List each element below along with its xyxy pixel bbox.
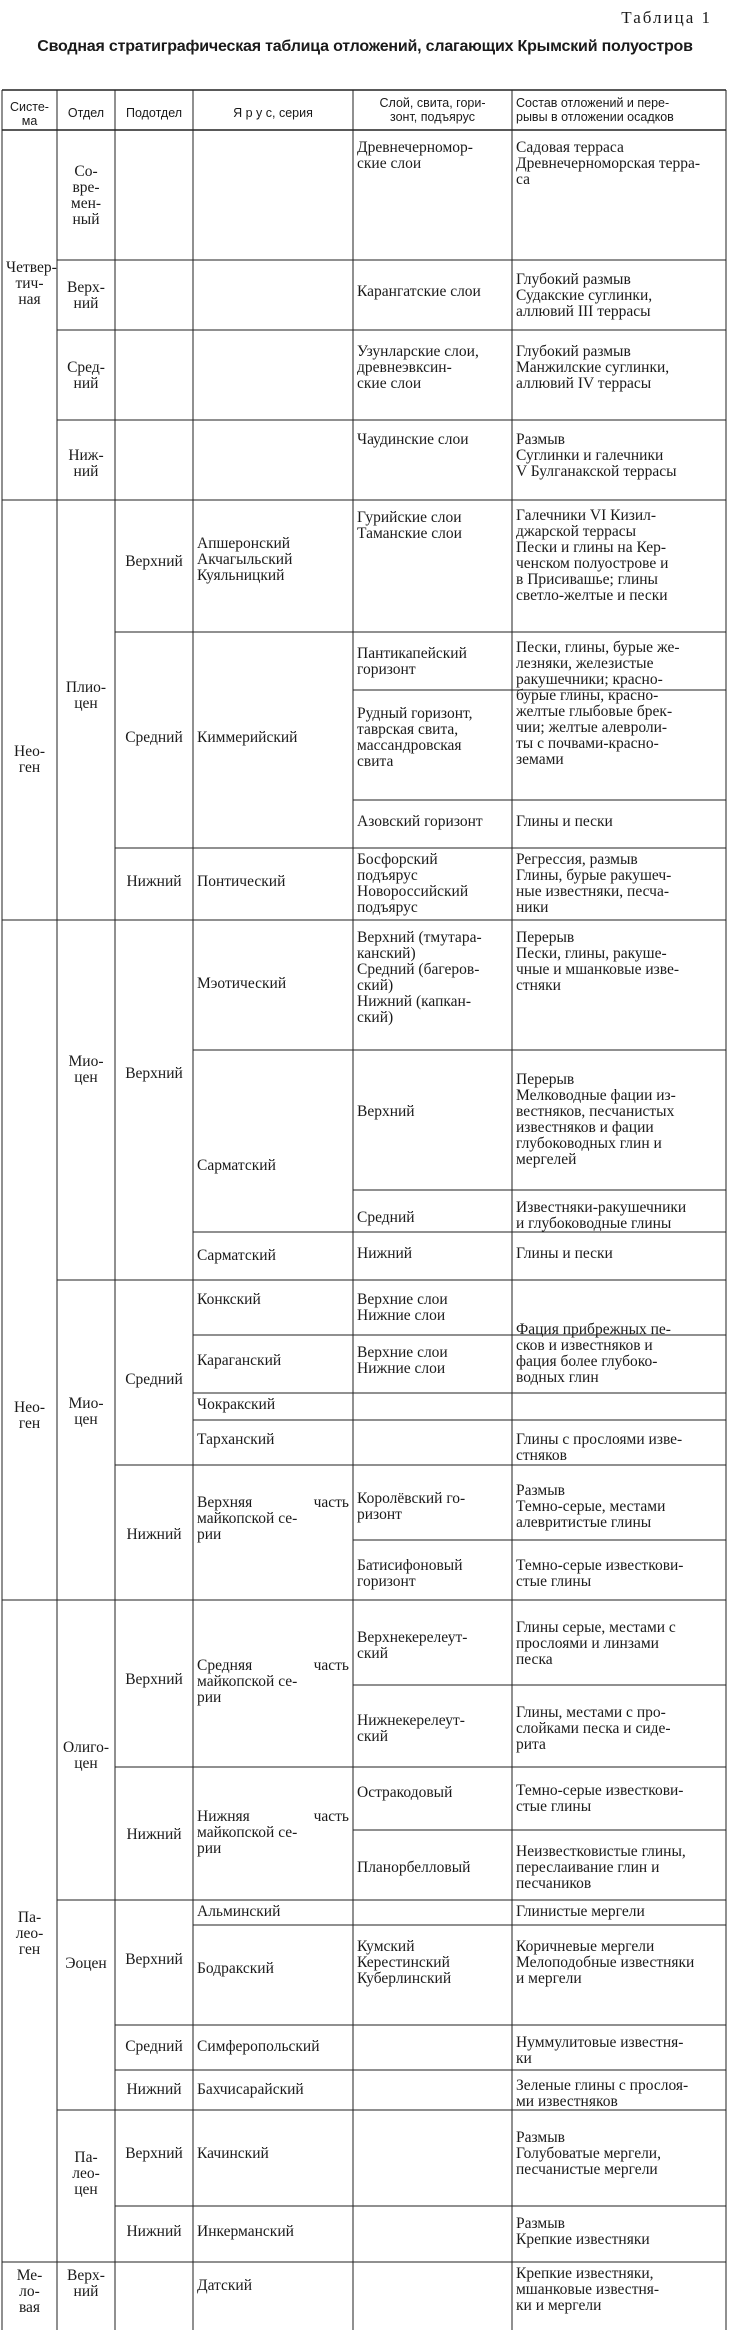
cell-paleocene-lower: Нижний <box>126 2223 182 2240</box>
cell-c-lower-kerel: Глины, местами с про- слойками песка и сиде- рита <box>516 1704 671 1753</box>
cell-paleogene: Па- лео- ген <box>15 1909 44 1958</box>
cell-azov: Азовский горизонт <box>357 813 483 830</box>
cell-pliocene-middle: Средний <box>125 729 183 746</box>
cell-c-bakhchisarai: Зеленые глины с прослоя- ми известняков <box>516 2077 689 2110</box>
cell-oligocene-lower: Нижний <box>126 1826 182 1843</box>
cell-pantikapei: Пантикапейский горизонт <box>357 645 467 678</box>
cell-oligocene-upper: Верхний <box>125 1671 183 1688</box>
cell-lower-kerel: Нижнекерелеут- ский <box>357 1712 465 1745</box>
cell-karangat: Карангатские слои <box>357 283 481 300</box>
cell-miocene-2: Мио- цен <box>68 1395 104 1428</box>
cell-maikop-lower: Нижняя часть майкопской се- рии <box>197 1808 349 1857</box>
cell-quaternary: Четвер- тич- ная <box>6 259 57 308</box>
cell-c-karangat: Глубокий размыв Судакские суглинки, аллювий III террасы <box>516 271 653 320</box>
cell-batisifon: Батисифоновый горизонт <box>357 1557 463 1590</box>
cell-danian: Датский <box>197 2277 253 2294</box>
cell-c-ostrakod: Темно-серые известкови- стые глины <box>516 1782 684 1815</box>
cell-miocene-lower: Нижний <box>126 1526 182 1543</box>
cell-c-meotian: Перерыв Пески, глины, ракуше- чные и мшанковые изве- стняки <box>516 929 680 994</box>
cell-stage: Я р у с, серия <box>233 106 313 120</box>
cell-c-alma: Глинистые мергели <box>516 1903 645 1920</box>
cell-lower-q: Ниж- ний <box>68 447 104 480</box>
cell-chokrakian: Чокракский <box>197 1396 276 1413</box>
cell-modern: Со- вре- мен- ный <box>70 163 102 228</box>
cell-c-danian: Крепкие известняки, мшанковые известня- ки и мергели <box>516 2265 660 2314</box>
cell-c-guria: Галечники VI Кизил- джарской террасы Пески и глины на Кер- ченском полуострове и в Присивашье; глины светло-желтые и пески <box>516 507 669 604</box>
cell-ostrakod: Остракодовый <box>357 1784 453 1801</box>
cell-c-batisifon: Темно-серые известкови- стые глины <box>516 1557 684 1590</box>
cell-maikop-upper: Верхняя часть майкопской се- рии <box>197 1494 349 1543</box>
cell-layer: Слой, свита, гори- зонт, подъярус <box>379 96 486 124</box>
cell-karaganian: Караганский <box>197 1352 282 1369</box>
cell-tarkhanian: Тарханский <box>197 1431 275 1448</box>
cell-c-kacha: Размыв Голубоватые мергели, песчанистые мергели <box>516 2129 661 2178</box>
cell-alma: Альминский <box>197 1903 281 1920</box>
cell-c-sarm-lower: Глины и пески <box>516 1245 613 1262</box>
cell-c-sarm-middle: Известняки-ракушечники и глубоководные глины <box>516 1199 687 1232</box>
cell-eocene-middle: Средний <box>125 2038 183 2055</box>
cell-rudny: Рудный горизонт, таврская свита, массандровская свита <box>357 705 473 770</box>
cell-miocene-upper: Верхний <box>125 1065 183 1082</box>
cell-chauda: Чаудинские слои <box>357 431 469 448</box>
cell-uzunlar: Узунларские слои, древнеэвксин- ские слои <box>357 343 479 392</box>
cell-eocene-lower: Нижний <box>126 2081 182 2098</box>
cell-sarm-lower: Нижний <box>357 1245 413 1262</box>
cell-department: Отдел <box>67 106 105 120</box>
cell-korolev: Королёвский го- ризонт <box>357 1490 466 1523</box>
cell-miocene-middle: Средний <box>125 1371 183 1388</box>
cell-sarm-upper: Верхний <box>357 1103 415 1120</box>
cell-konk-layers: Верхние слои Нижние слои <box>357 1291 448 1324</box>
cell-paleocene: Па- лео- цен <box>72 2149 100 2198</box>
cell-c-inkerman: Размыв Крепкие известняки <box>516 2215 650 2248</box>
cell-c-konk-karagan: Фация прибрежных пе- сков и известняков и фация более глубоко- водных глин <box>516 1321 671 1386</box>
cell-pontian: Понтический <box>197 873 286 890</box>
cell-eocene: Эоцен <box>65 1955 107 1972</box>
cell-miocene-1: Мио- цен <box>68 1053 104 1086</box>
cell-konkian: Конкский <box>197 1291 261 1308</box>
cell-paleocene-upper: Верхний <box>125 2145 183 2162</box>
cell-inkerman: Инкерманский <box>197 2223 294 2240</box>
cell-pliocene: Плио- цен <box>65 679 107 712</box>
cell-oligocene: Олиго- цен <box>62 1739 110 1772</box>
cell-upper-kerel: Верхнекерелеут- ский <box>357 1629 468 1662</box>
cell-kimmerian: Киммерийский <box>197 729 298 746</box>
table-number: Таблица 1 <box>621 8 712 27</box>
cell-composition: Состав отложений и пере- рывы в отложении осадков <box>516 96 674 124</box>
cell-c-tarkhan: Глины с прослоями изве- стняков <box>516 1431 683 1464</box>
cell-simferopol: Симферопольский <box>197 2038 320 2055</box>
cell-neogene-1: Нео- ген <box>14 743 45 776</box>
cell-system: Систе- ма <box>10 100 49 128</box>
cell-kum: Кумский Керестинский Куберлинский <box>357 1938 452 1987</box>
cell-c-chauda: Размыв Суглинки и галечники V Булганакской террасы <box>516 431 677 480</box>
cell-c-azov: Глины и пески <box>516 813 613 830</box>
cell-upper-q: Верх- ний <box>67 279 105 312</box>
cell-sarmatian-2: Сарматский <box>197 1247 276 1264</box>
cell-bosphorus: Босфорский подъярус Новороссийский подъярус <box>357 851 469 916</box>
cell-sarmatian-1: Сарматский <box>197 1157 276 1174</box>
cell-c-simferopol: Нуммулитовые известня- ки <box>516 2034 684 2067</box>
cell-guria: Гурийские слои Таманские слои <box>357 509 462 542</box>
cell-meot-sub: Верхний (тмутара- канский) Средний (багеров- ский) Нижний (капкан- ский) <box>357 929 482 1026</box>
cell-pliocene-upper: Верхний <box>125 553 183 570</box>
cell-sarm-middle: Средний <box>357 1209 415 1226</box>
cell-c-sarm-upper: Перерыв Мелководные фации из- вестняков, песчанистых известняков и фации глубоководных глин и мергелей <box>516 1071 676 1168</box>
cell-kacha: Качинский <box>197 2145 269 2162</box>
cell-meotian: Мэотический <box>197 975 287 992</box>
cell-c-uzunlar: Глубокий размыв Манжилские суглинки, аллювий IV террасы <box>516 343 670 392</box>
cell-bakhchisarai: Бахчисарайский <box>197 2081 304 2098</box>
cell-eocene-upper: Верхний <box>125 1951 183 1968</box>
cell-apsheron: Апшеронский Акчагыльский Куяльницкий <box>197 535 293 584</box>
cell-subdepartment: Подотдел <box>125 106 183 120</box>
cell-maikop-middle: Средняя часть майкопской се- рии <box>197 1657 349 1706</box>
cell-planorbell: Планорбелловый <box>357 1859 471 1876</box>
table-title: Сводная стратиграфическая таблица отложений, слагающих Крымский полуостров <box>37 38 693 55</box>
cell-c-upper-kerel: Глины серые, местами с прослоями и линзами песка <box>516 1619 676 1668</box>
cell-c-bodrak: Коричневые мергели Мелоподобные известняки и мергели <box>516 1938 695 1987</box>
cell-karagan-layers: Верхние слои Нижние слои <box>357 1344 448 1377</box>
cell-old-blacksea: Древнечерномор- ские слои <box>357 139 473 172</box>
cell-c-korolev: Размыв Темно-серые, местами алевритистые глины <box>516 1482 666 1531</box>
cell-c-planorbell: Неизвестковистые глины, переслаивание глин и песчаников <box>516 1843 686 1892</box>
cell-c-pontian: Регрессия, размыв Глины, бурые ракушеч- ные известняки, песча- ники <box>516 851 672 916</box>
cell-c-kimmerian: Пески, глины, бурые же- лезняки, железистые ракушечники; красно- бурые глины, красно- желтые глыбовые брек- чии; желтые алевроли- ты с почвами-красно- земами <box>516 639 680 768</box>
cell-c-old-blacksea: Садовая терраса Древнечерноморская терра- са <box>516 139 701 188</box>
cell-cretaceous: Ме- ло- вая <box>16 2267 43 2316</box>
cell-middle-q: Сред- ний <box>67 359 105 392</box>
cell-bodrak: Бодракский <box>197 1960 274 1977</box>
cell-pliocene-lower: Нижний <box>126 873 182 890</box>
cell-upper-k: Верх- ний <box>67 2267 105 2300</box>
cell-neogene-2: Нео- ген <box>14 1399 45 1432</box>
